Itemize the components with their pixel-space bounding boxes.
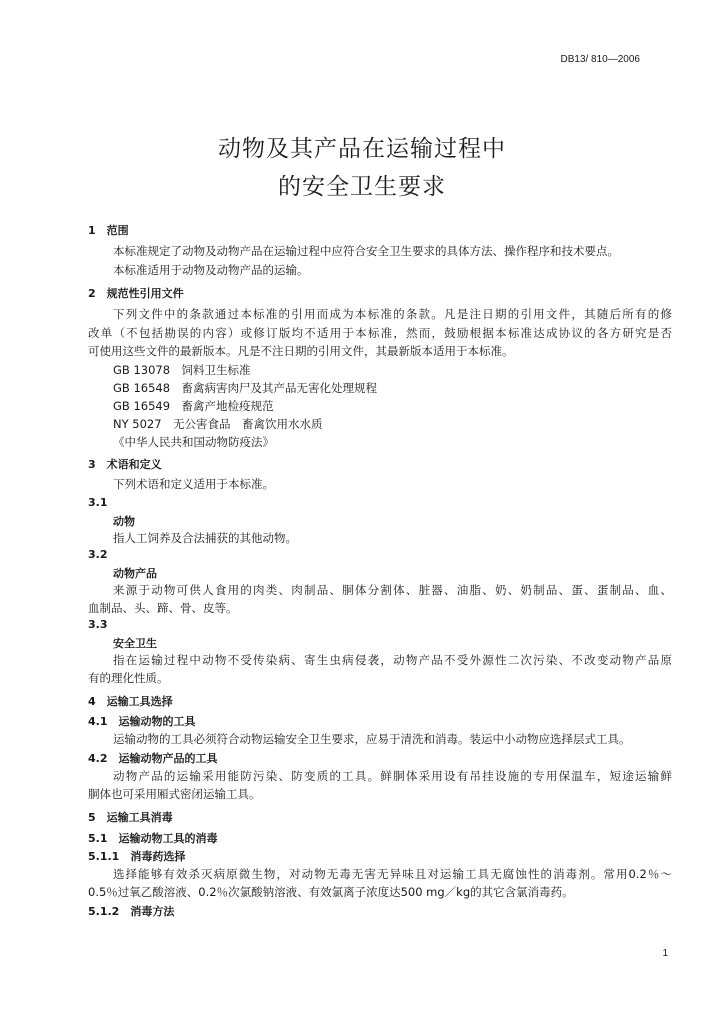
section-2-line-3: 可使用这些文件的最新版本。凡是不注日期的引用文件，其最新版本适用于本标准。 — [88, 344, 514, 358]
term-3-1-name: 动物 — [113, 515, 135, 528]
term-3-3-definition-line-1: 指在运输过程中动物不受传染病、寄生虫病侵袭，动物产品不受外源性二次污染、不改变动物产品原 — [113, 653, 672, 667]
term-3-1-number: 3.1 — [88, 496, 108, 509]
term-3-2-definition-line-2: 血制品、头、蹄、骨、皮等。 — [88, 601, 238, 615]
section-5-heading: 5 运输工具消毒 — [88, 811, 173, 824]
section-1-heading: 1 范围 — [88, 224, 129, 237]
section-1-paragraph-1: 本标准规定了动物及动物产品在运输过程中应符合安全卫生要求的具体方法、操作程序和技术要点。 — [113, 244, 619, 258]
subsection-4-1-text: 运输动物的工具必须符合动物运输安全卫生要求，应易于清洗和消毒。装运中小动物应选择层式工具。 — [113, 732, 631, 746]
term-3-2-definition-line-1: 来源于动物可供人食用的肉类、肉制品、胴体分割体、脏器、油脂、奶、奶制品、蛋、蛋制品、血、 — [113, 583, 672, 597]
subsection-4-2-line-2: 胴体也可采用厢式密闭运输工具。 — [88, 787, 261, 801]
section-1-paragraph-2: 本标准适用于动物及动物产品的运输。 — [113, 263, 309, 277]
section-2-line-2: 改单（不包括勘误的内容）或修订版均不适用于本标准，然而，鼓励根据本标准达成协议的各方研究是否 — [88, 326, 672, 340]
subsection-4-1-heading: 4.1 运输动物的工具 — [88, 715, 196, 728]
term-3-1-definition: 指人工饲养及合法捕获的其他动物。 — [113, 531, 297, 545]
term-3-3-number: 3.3 — [88, 618, 108, 631]
reference-item: 《中华人民共和国动物防疫法》 — [113, 435, 274, 449]
section-2-heading: 2 规范性引用文件 — [88, 287, 184, 300]
subsection-5-1-heading: 5.1 运输动物工具的消毒 — [88, 832, 218, 845]
term-3-2-number: 3.2 — [88, 548, 108, 561]
term-3-3-name: 安全卫生 — [113, 637, 157, 650]
subsection-5-1-2-heading: 5.1.2 消毒方法 — [88, 905, 175, 918]
subsection-5-1-1-line-1: 选择能够有效杀灭病原微生物，对动物无毒无害无异味且对运输工具无腐蚀性的消毒剂。常用0.2％～ — [113, 867, 672, 881]
subsection-4-2-heading: 4.2 运输动物产品的工具 — [88, 752, 218, 765]
reference-item: GB 13078 饲料卫生标准 — [113, 363, 251, 377]
reference-item: GB 16548 畜禽病害肉尸及其产品无害化处理规程 — [113, 381, 378, 395]
section-3-heading: 3 术语和定义 — [88, 458, 162, 471]
term-3-2-name: 动物产品 — [113, 567, 157, 580]
document-code: DB13/ 810—2006 — [560, 54, 640, 65]
section-3-intro: 下列术语和定义适用于本标准。 — [113, 477, 274, 491]
section-2-line-1: 下列文件中的条款通过本标准的引用而成为本标准的条款。凡是注日期的引用文件，其随后所有的修 — [113, 307, 672, 321]
subsection-4-2-line-1: 动物产品的运输采用能防污染、防变质的工具。鲜胴体采用设有吊挂设施的专用保温车，短途运输鲜 — [113, 769, 672, 783]
reference-item: GB 16549 畜禽产地检疫规范 — [113, 399, 274, 413]
term-3-3-definition-line-2: 有的理化性质。 — [88, 671, 169, 685]
page-number: 1 — [662, 948, 668, 959]
title-line-2: 的安全卫生要求 — [278, 174, 446, 200]
title-line-1: 动物及其产品在运输过程中 — [218, 136, 506, 162]
section-4-heading: 4 运输工具选择 — [88, 695, 173, 708]
reference-item: NY 5027 无公害食品 畜禽饮用水水质 — [113, 417, 323, 431]
subsection-5-1-1-heading: 5.1.1 消毒药选择 — [88, 850, 186, 863]
subsection-5-1-1-line-2: 0.5％过氧乙酸溶液、0.2％次氯酸钠溶液、有效氯离子浓度达500 mg／kg的其它含氯消毒药。 — [88, 885, 574, 899]
